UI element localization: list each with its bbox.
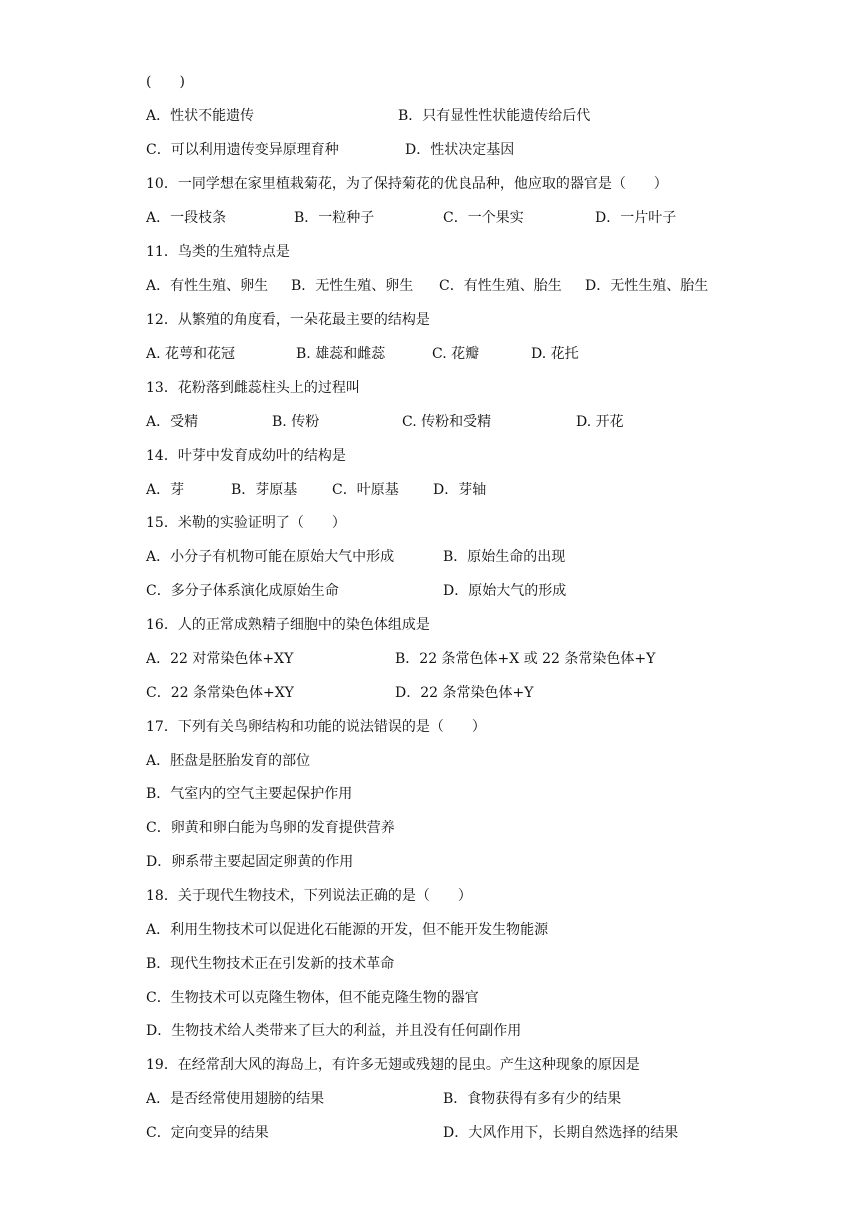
option-b: B．一粒种子 — [294, 210, 375, 226]
option-c: C．叶原基 — [332, 482, 399, 498]
option-c: C．22 条常染色体+XY — [146, 685, 294, 701]
option-c: C．可以利用遗传变异原理育种 — [146, 142, 339, 158]
option-b: B. 雄蕊和雌蕊 — [296, 346, 386, 362]
question-18-option-d — [0, 1019, 860, 1043]
option-a: A. 花萼和花冠 — [146, 346, 236, 362]
question-13-stem — [0, 376, 860, 400]
question-text: 14．叶芽中发育成幼叶的结构是 — [146, 448, 346, 464]
option-c: C．卵黄和卵白能为鸟卵的发育提供营养 — [146, 820, 395, 836]
question-17-option-c — [0, 816, 860, 840]
option-b: B．食物获得有多有少的结果 — [443, 1091, 622, 1107]
question-text: 16．人的正常成熟精子细胞中的染色体组成是 — [146, 617, 430, 633]
option-b: B．现代生物技术正在引发新的技术革命 — [146, 956, 395, 972]
option-c: C．有性生殖、胎生 — [439, 278, 562, 294]
question-19-options-row-2 — [0, 1121, 860, 1145]
question-16-options-row-1 — [0, 647, 860, 671]
question-11-options — [0, 274, 860, 298]
option-d: D．一片叶子 — [595, 210, 677, 226]
option-c: C. 传粉和受精 — [402, 414, 492, 430]
option-d: D. 花托 — [531, 346, 579, 362]
option-a: A．是否经常使用翅膀的结果 — [146, 1091, 325, 1107]
question-17-option-b — [0, 782, 860, 806]
question-15-options-row-1 — [0, 545, 860, 569]
question-13-options — [0, 410, 860, 434]
question-9-options-row-2 — [0, 138, 860, 162]
question-17-option-a — [0, 749, 860, 773]
option-a: A．芽 — [146, 482, 185, 498]
question-17-option-d — [0, 850, 860, 874]
option-a: A．胚盘是胚胎发育的部位 — [146, 753, 311, 769]
question-11-stem — [0, 240, 860, 264]
question-15-stem — [0, 511, 860, 535]
answer-bracket: ( ) — [146, 74, 185, 90]
option-d: D．性状决定基因 — [405, 142, 515, 158]
question-16-stem — [0, 613, 860, 637]
question-text: 15．米勒的实验证明了（ ） — [146, 515, 346, 531]
option-c: C. 花瓣 — [432, 346, 480, 362]
question-18-stem — [0, 884, 860, 908]
option-b: B．只有显性性状能遗传给后代 — [398, 108, 591, 124]
question-12-options — [0, 342, 860, 366]
option-d: D．原始大气的形成 — [443, 583, 567, 599]
question-15-options-row-2 — [0, 579, 860, 603]
question-10-options — [0, 206, 860, 230]
option-b: B．芽原基 — [231, 482, 298, 498]
option-b: B．无性生殖、卵生 — [291, 278, 414, 294]
option-d: D. 开花 — [576, 414, 624, 430]
question-17-stem — [0, 715, 860, 739]
option-a: A．22 对常染色体+XY — [146, 651, 294, 667]
question-9-bracket — [0, 70, 860, 94]
option-d: D．卵系带主要起固定卵黄的作用 — [146, 854, 354, 870]
option-b: B．气室内的空气主要起保护作用 — [146, 786, 353, 802]
option-a: A．一段枝条 — [146, 210, 227, 226]
question-9-options-row-1 — [0, 104, 860, 128]
option-c: C．生物技术可以克隆生物体，但不能克隆生物的器官 — [146, 990, 479, 1006]
question-text: 10．一同学想在家里植栽菊花，为了保持菊花的优良品种，他应取的器官是（ ） — [146, 176, 668, 192]
question-14-options — [0, 478, 860, 502]
question-19-stem — [0, 1053, 860, 1077]
option-a: A．受精 — [146, 414, 199, 430]
option-a: A．利用生物技术可以促进化石能源的开发，但不能开发生物能源 — [146, 922, 549, 938]
option-a: A．有性生殖、卵生 — [146, 278, 269, 294]
question-16-options-row-2 — [0, 681, 860, 705]
question-18-option-a — [0, 918, 860, 942]
option-b: B．22 条常色体+X 或 22 条常染色体+Y — [395, 651, 656, 667]
option-c: C．一个果实 — [443, 210, 524, 226]
option-a: A．小分子有机物可能在原始大气中形成 — [146, 549, 395, 565]
question-18-option-c — [0, 986, 860, 1010]
question-text: 13．花粉落到雌蕊柱头上的过程叫 — [146, 380, 360, 396]
question-19-options-row-1 — [0, 1087, 860, 1111]
question-text: 17．下列有关鸟卵结构和功能的说法错误的是（ ） — [146, 719, 486, 735]
question-10-stem — [0, 172, 860, 196]
option-c: C．多分子体系演化成原始生命 — [146, 583, 339, 599]
question-text: 12．从繁殖的角度看，一朵花最主要的结构是 — [146, 312, 430, 328]
option-b: B. 传粉 — [272, 414, 320, 430]
question-text: 11．鸟类的生殖特点是 — [146, 244, 290, 260]
option-c: C．定向变异的结果 — [146, 1125, 269, 1141]
question-text: 19．在经常刮大风的海岛上，有许多无翅或残翅的昆虫。产生这种现象的原因是 — [146, 1057, 640, 1073]
option-d: D．大风作用下，长期自然选择的结果 — [443, 1125, 679, 1141]
question-text: 18．关于现代生物技术，下列说法正确的是（ ） — [146, 888, 472, 904]
option-d: D．22 条常染色体+Y — [395, 685, 534, 701]
option-d: D．无性生殖、胎生 — [585, 278, 709, 294]
question-12-stem — [0, 308, 860, 332]
question-14-stem — [0, 444, 860, 468]
option-b: B．原始生命的出现 — [443, 549, 566, 565]
option-a: A．性状不能遗传 — [146, 108, 255, 124]
option-d: D．生物技术给人类带来了巨大的利益，并且没有任何副作用 — [146, 1023, 522, 1039]
option-d: D．芽轴 — [433, 482, 487, 498]
question-18-option-b — [0, 952, 860, 976]
